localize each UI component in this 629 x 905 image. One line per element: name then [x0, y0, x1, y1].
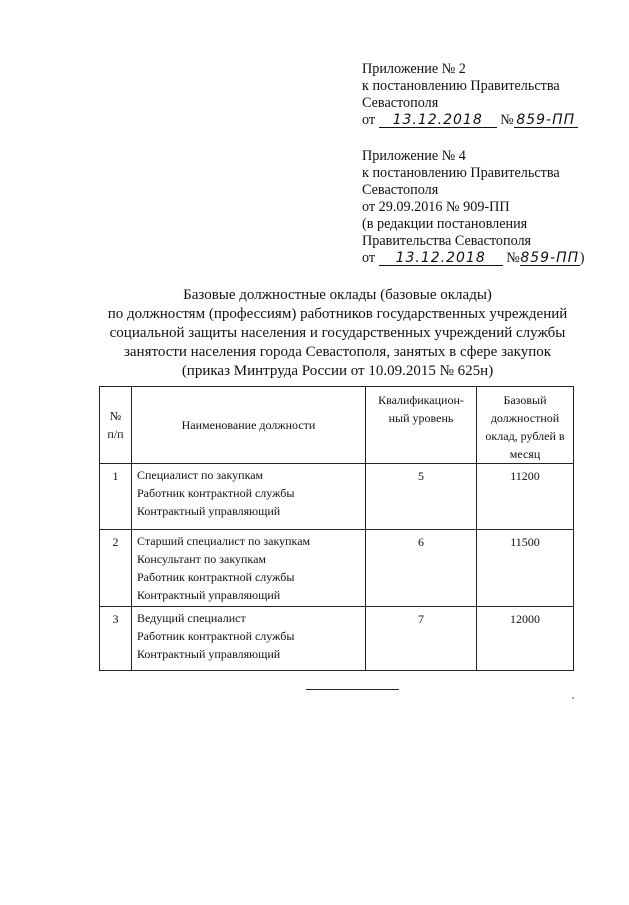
header-num	[100, 387, 132, 464]
annex-original-line3: Севастополя	[362, 182, 439, 198]
header-salary-line3: оклад, рублей в	[485, 429, 565, 443]
annex-current-date-line	[362, 112, 578, 129]
header-salary-text	[477, 387, 573, 463]
table-row	[100, 530, 574, 607]
row-level-value: 6	[418, 535, 424, 549]
row-level	[366, 464, 477, 530]
annex-original-line2: к постановлению Правительства	[362, 165, 560, 181]
row-salary	[477, 530, 574, 607]
position-name: Ведущий специалист	[137, 611, 246, 625]
salary-table	[99, 386, 574, 671]
position-name: Работник контрактной службы	[137, 629, 295, 643]
row-positions	[132, 464, 366, 530]
annex-current-number-prefix: №	[500, 112, 514, 128]
position-name: Контрактный управляющий	[137, 647, 281, 661]
annex-original-handwritten-number: 859-ПП	[520, 250, 580, 266]
row-level-value: 5	[418, 469, 424, 483]
row-level-value: 7	[418, 612, 424, 626]
scan-speck	[572, 697, 574, 699]
header-level-line1: Квалификацион-	[378, 393, 464, 407]
heading-line5: (приказ Минтруда России от 10.09.2015 № 625н)	[181, 363, 494, 379]
header-salary-line2: должностной	[490, 411, 560, 425]
row-positions	[132, 607, 366, 671]
annex-current-line3: Севастополя	[362, 95, 439, 111]
position-name: Работник контрактной службы	[137, 570, 295, 584]
document-heading	[80, 286, 595, 381]
heading-line3: социальной защиты населения и государственных учреждений службы	[109, 325, 566, 341]
row-level	[366, 530, 477, 607]
table-row	[100, 464, 574, 530]
annex-original-title: Приложение № 4	[362, 148, 466, 164]
annex-original-block	[362, 148, 584, 267]
row-salary	[477, 607, 574, 671]
heading-line2: по должностям (профессиям) работников государственных учреждений	[107, 306, 568, 322]
table-row	[100, 607, 574, 671]
header-num-line2: п/п	[107, 427, 124, 441]
header-level-text	[366, 387, 476, 427]
row-number: 2	[100, 530, 132, 607]
row-number: 3	[100, 607, 132, 671]
position-name: Специалист по закупкам	[137, 468, 264, 482]
header-position	[132, 387, 366, 464]
row-salary-value: 11200	[510, 469, 540, 483]
heading-line1: Базовые должностные оклады (базовые оклады)	[183, 287, 492, 303]
closing-divider	[306, 689, 399, 690]
header-salary	[477, 387, 574, 464]
annex-current-date-prefix: от	[362, 112, 376, 128]
header-salary-line1: Базовый	[503, 393, 547, 407]
header-level-line2: ный уровень	[388, 411, 454, 425]
row-salary	[477, 464, 574, 530]
position-name: Контрактный управляющий	[137, 504, 281, 518]
annex-original-date-prefix: от	[362, 250, 376, 266]
annex-original-line5: (в редакции постановления	[362, 216, 528, 232]
annex-original-handwritten-date: 13.12.2018	[379, 250, 503, 267]
header-position-label: Наименование должности	[181, 418, 316, 432]
row-salary-value: 12000	[510, 612, 540, 626]
position-name: Работник контрактной службы	[137, 486, 295, 500]
header-num-line1: №	[109, 409, 122, 423]
row-level	[366, 607, 477, 671]
annex-original-closing-paren: )	[579, 250, 585, 266]
annex-current-title: Приложение № 2	[362, 61, 466, 77]
annex-current-handwritten-number: 859-ПП	[514, 112, 578, 129]
row-number: 1	[100, 464, 132, 530]
row-positions	[132, 530, 366, 607]
heading-line4: занятости населения города Севастополя, занятых в сфере закупок	[123, 344, 552, 360]
annex-original-number-prefix: №	[506, 250, 520, 266]
annex-current-handwritten-date: 13.12.2018	[379, 112, 497, 129]
annex-current-line2: к постановлению Правительства	[362, 78, 560, 94]
position-name: Контрактный управляющий	[137, 588, 281, 602]
header-level	[366, 387, 477, 464]
annex-original-date-line	[362, 250, 584, 267]
position-name: Консультант по закупкам	[137, 552, 266, 566]
row-salary-value: 11500	[510, 535, 540, 549]
table-header-row	[100, 387, 574, 464]
annex-current-block	[362, 61, 578, 129]
annex-original-line6: Правительства Севастополя	[362, 233, 532, 249]
annex-original-line4: от 29.09.2016 № 909-ПП	[362, 199, 510, 215]
header-salary-line4: месяц	[509, 447, 541, 461]
position-name: Старший специалист по закупкам	[137, 534, 311, 548]
